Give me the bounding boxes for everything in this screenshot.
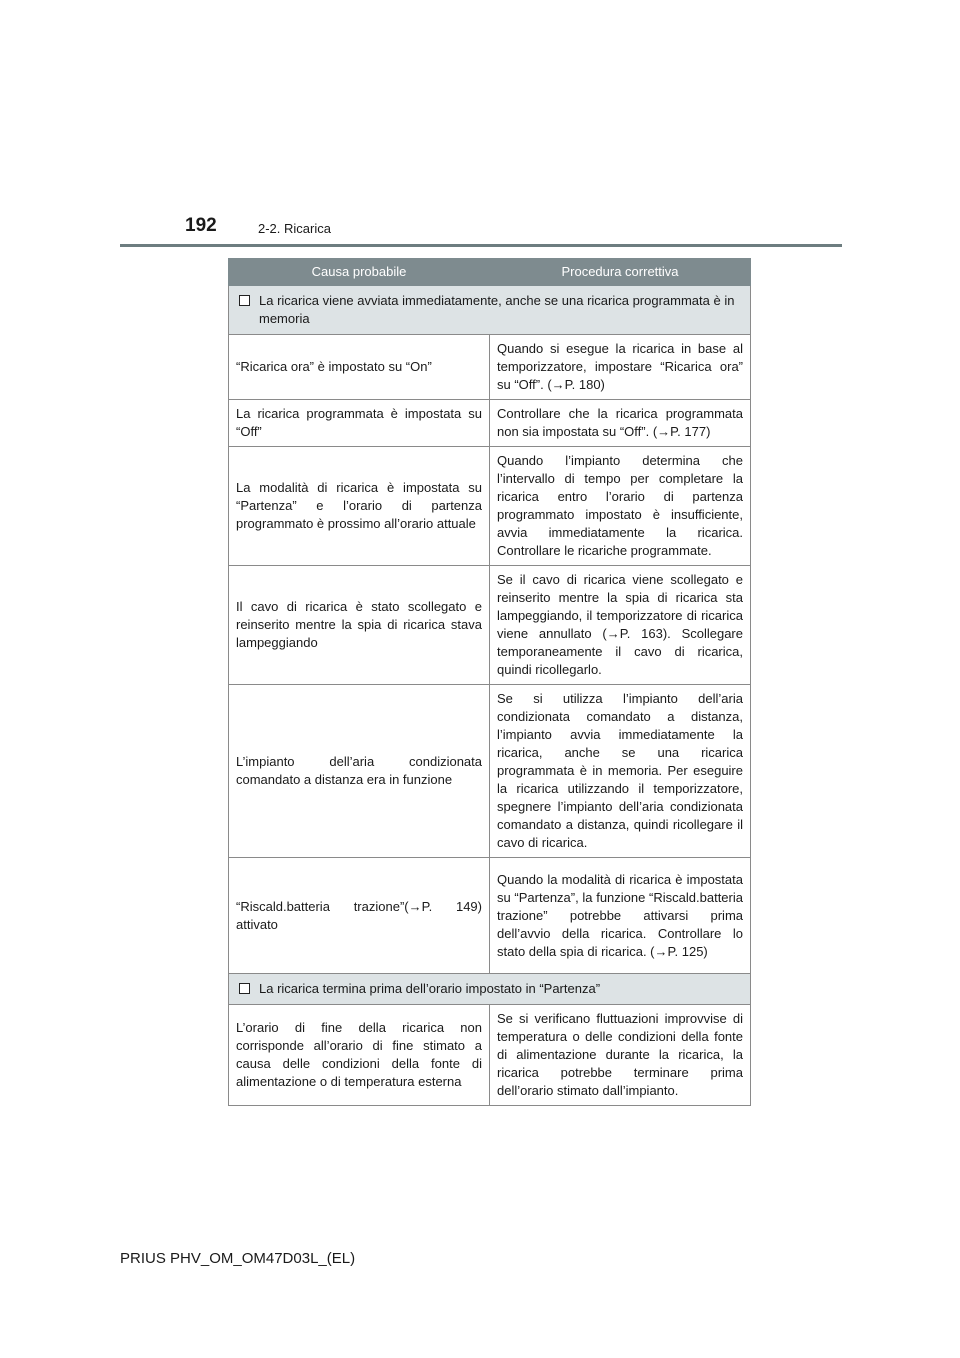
table-row (229, 447, 751, 566)
document-code: PRIUS PHV_OM_OM47D03L_(EL) (120, 1250, 356, 1267)
cause-cell: Il cavo di ricarica è stato scollegato e reinserito mentre la spia di ricarica stava lampeggiando (229, 566, 490, 685)
table-row (229, 400, 751, 447)
remedy-cell: Quando la modalità di ricarica è impostata su “Partenza”, la funzione “Riscald.batteria trazione” potrebbe attivarsi prima dell’avvio della ricarica. Controllare lo stato della spia di ricarica. (→P. 125) (490, 858, 751, 974)
group-row (229, 974, 751, 1005)
cause-cell: L’orario di fine della ricarica non corrisponde all’orario di fine stimato a causa delle condizioni della fonte di alimentazione o di temperatura esterna (229, 1005, 490, 1106)
table-row (229, 335, 751, 400)
remedy-cell: Quando si esegue la ricarica in base al temporizzatore, impostare “Ricarica ora” su “Off”. (→P. 180) (490, 335, 751, 400)
page-header (0, 0, 960, 250)
table-header-row (229, 259, 751, 286)
group-row (229, 286, 751, 335)
table-row (229, 685, 751, 858)
group-title: La ricarica termina prima dell’orario impostato in “Partenza” (259, 981, 601, 996)
cause-cell: La ricarica programmata è impostata su “Off” (229, 400, 490, 447)
cause-cell: “Riscald.batteria trazione”(→P. 149) attivato (229, 858, 490, 974)
remedy-cell: Se il cavo di ricarica viene scollegato e reinserito mentre la spia di ricarica sta lampeggiando, il temporizzatore di ricarica viene annullato (→P. 163). Scollegare temporaneamente il cavo di ricarica, quindi ricollegarlo. (490, 566, 751, 685)
column-header-cause: Causa probabile (229, 259, 490, 286)
page-number: 192 (185, 215, 217, 236)
remedy-cell: Controllare che la ricarica programmata non sia impostata su “Off”. (→P. 177) (490, 400, 751, 447)
cause-cell: L’impianto dell’aria condizionata comandato a distanza era in funzione (229, 685, 490, 858)
table-row (229, 858, 751, 974)
remedy-cell: Se si verificano fluttuazioni improvvise di temperatura o delle condizioni della fonte di alimentazione durante la ricarica, la ricarica potrebbe terminare prima dell’orario stimato dall’impianto. (490, 1005, 751, 1106)
header-divider (120, 244, 842, 247)
table-row (229, 1005, 751, 1106)
cause-cell: “Ricarica ora” è impostato su “On” (229, 335, 490, 400)
section-title: 2-2. Ricarica (258, 221, 331, 236)
remedy-cell: Se si utilizza l’impianto dell’aria condizionata comandato a distanza, l’impianto avvia immediatamente la ricarica, anche se una ricarica programmata è in memoria. Per eseguire la ricarica utilizzando il temporizzatore, spegnere l’impianto dell’aria condizionata comandato a distanza, quindi ricollegare il cavo di ricarica. (490, 685, 751, 858)
table-row (229, 566, 751, 685)
group-title: La ricarica viene avviata immediatamente, anche se una ricarica programmata è in memoria (259, 293, 735, 326)
checkbox-icon (239, 983, 250, 994)
remedy-cell: Quando l’impianto determina che l’intervallo di tempo per completare la ricarica entro l’orario di partenza programmato impostato è insufficiente, avvia immediatamente la ricarica. Controllare le ricariche programmate. (490, 447, 751, 566)
column-header-remedy: Procedura correttiva (490, 259, 751, 286)
cause-cell: La modalità di ricarica è impostata su “Partenza” e l’orario di partenza programmato è prossimo all’orario attuale (229, 447, 490, 566)
troubleshooting-table (228, 258, 751, 1106)
checkbox-icon (239, 295, 250, 306)
